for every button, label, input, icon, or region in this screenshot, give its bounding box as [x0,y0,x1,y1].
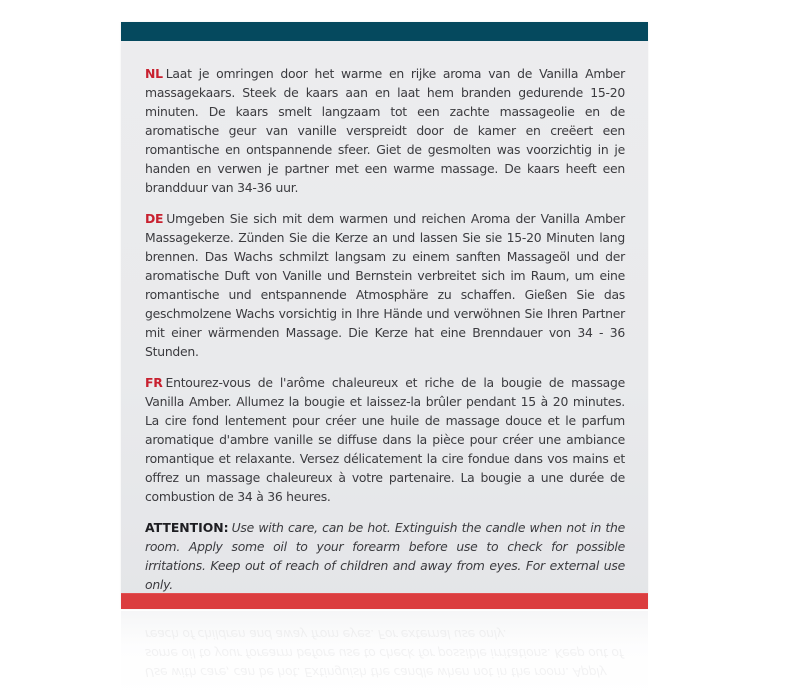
card-reflection [121,611,648,697]
top-color-band [121,22,648,41]
instruction-card [121,22,648,609]
section-fr-text: Entourez-vous de l'arôme chaleureux et riche de la bougie de massage Vanilla Amber. Allumez la bougie et laissez-la brûler pendant 15 à 20 minutes. La cire fond lentement pour créer une huile de massage douce et le parfum aromatique d'ambre vanille se diffuse dans la pièce pour créer une ambiance romantique et relaxante. Versez délicatement la cire fondue dans vos mains et offrez un massage chaleureux à votre partenaire. La bougie a une durée de combustion de 34 à 36 heures. [145,375,625,504]
attention-label: ATTENTION: [145,520,229,535]
reflection-text: Use with care, can be hot. Extinguish the candle when not in the room. Apply some oil to your forearm before use to check for possible irritations. Keep out of reach of children and away from eyes. For external use only. [145,627,623,680]
section-nl-text: Laat je omringen door het warme en rijke aroma van de Vanilla Amber massagekaars. Steek de kaars aan en laat hem branden gedurende 15-20 minuten. De kaars smelt langzaam tot een zachte massageolie en de aromatische geur van vanille verspreidt door de kamer en creëert een romantische en ontspannende sfeer. Giet de gesmolten was voorzichtig in je handen en verwen je partner met een warme massage. De kaars heeft een brandduur van 34-36 uur. [145,66,625,195]
language-code-de: DE [145,211,164,226]
attention-text: Use with care, can be hot. Extinguish the candle when not in the room. Apply some oil to your forearm before use to check for possible irritations. Keep out of reach of children and away from eyes. For external use only. [145,520,625,592]
bottom-color-band [121,593,648,609]
section-fr [145,373,625,506]
attention-warning [145,518,625,594]
language-code-fr: FR [145,375,163,390]
instructions-content [145,64,625,606]
section-nl [145,64,625,197]
language-code-nl: NL [145,66,163,81]
section-de [145,209,625,361]
section-de-text: Umgeben Sie sich mit dem warmen und reichen Aroma der Vanilla Amber Massagekerze. Zünden Sie die Kerze an und lassen Sie sie 15-20 Minuten lang brennen. Das Wachs schmilzt langsam zu einem sanften Massageöl und der aromatische Duft von Vanille und Bernstein verbreitet sich im Raum, um eine romantische und entspannende Atmosphäre zu schaffen. Gießen Sie das geschmolzene Wachs vorsichtig in Ihre Hände und verwöhnen Sie Ihren Partner mit einer wärmenden Massage. Die Kerze hat eine Brenndauer von 34 - 36 Stunden. [145,211,625,359]
